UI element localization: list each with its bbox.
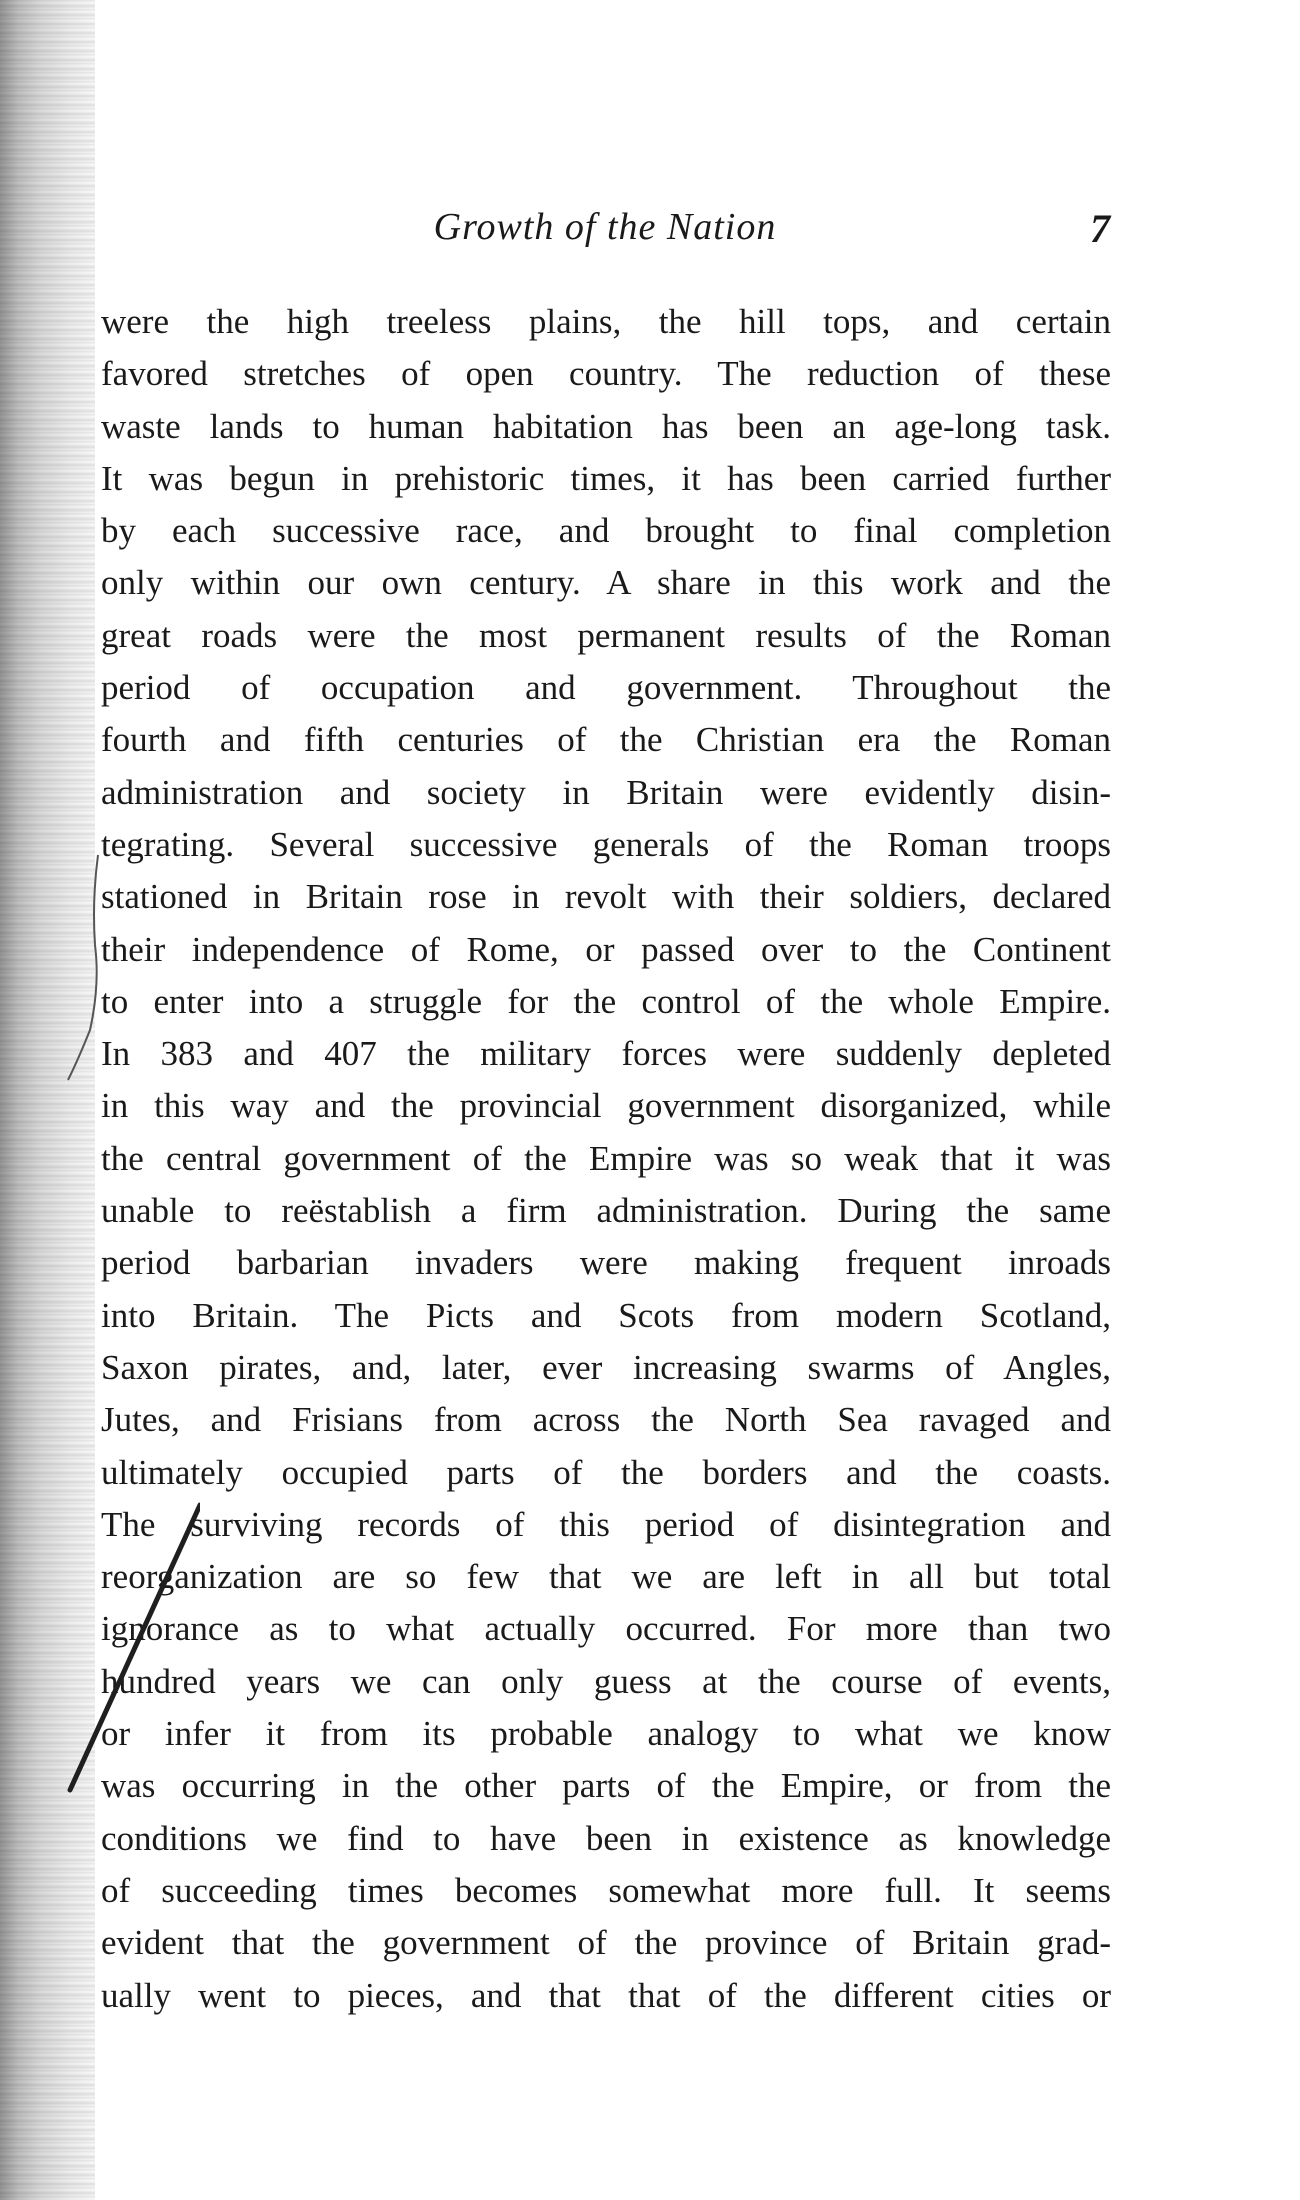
text-line: period barbarian invaders were making frequent inroads xyxy=(101,1243,1111,1283)
text-line: only within our own century. A share in this work and the xyxy=(101,563,1111,603)
text-line: into Britain. The Picts and Scots from modern Scotland, xyxy=(101,1295,1111,1335)
text-line: the central government of the Empire was so weak that it was xyxy=(101,1138,1111,1178)
text-line: by each successive race, and brought to final completion xyxy=(101,511,1111,551)
text-line: ignorance as to what actually occurred. For more than two xyxy=(101,1609,1111,1649)
text-line: It was begun in prehistoric times, it has been carried further xyxy=(101,458,1111,498)
binding-edge-shadow xyxy=(0,0,95,2200)
page-header xyxy=(100,205,1110,265)
text-line: tegrating. Several successive generals of the Roman troops xyxy=(101,824,1111,864)
text-line: ually went to pieces, and that that of the different cities or xyxy=(101,1975,1111,2015)
text-line: or infer it from its probable analogy to what we know xyxy=(101,1714,1111,1754)
text-line: The surviving records of this period of disintegration and xyxy=(101,1504,1111,1544)
text-line: administration and society in Britain were evidently disin- xyxy=(101,772,1111,812)
text-line: hundred years we can only guess at the course of events, xyxy=(101,1661,1111,1701)
running-title: Growth of the Nation xyxy=(433,206,777,248)
text-line: to enter into a struggle for the control of the whole Empire. xyxy=(101,981,1111,1021)
text-line: were the high treeless plains, the hill tops, and certain xyxy=(101,302,1111,341)
text-line: reorganization are so few that we are left in all but total xyxy=(101,1557,1111,1597)
text-line: unable to reëstablish a firm administration. During the same xyxy=(101,1191,1111,1231)
text-line: ultimately occupied parts of the borders and the coasts. xyxy=(101,1452,1111,1492)
text-line: evident that the government of the province of Britain grad- xyxy=(101,1923,1111,1963)
text-line: waste lands to human habitation has been an age-long task. xyxy=(101,406,1111,446)
text-line: was occurring in the other parts of the Empire, or from the xyxy=(101,1766,1111,1806)
text-line: in this way and the provincial government disorganized, while xyxy=(101,1086,1111,1126)
body-text xyxy=(101,296,1111,2022)
text-line: fourth and fifth centuries of the Christian era the Roman xyxy=(101,720,1111,760)
text-line: favored stretches of open country. The reduction of these xyxy=(101,354,1111,394)
text-line: great roads were the most permanent results of the Roman xyxy=(101,615,1111,655)
text-line: their independence of Rome, or passed over to the Continent xyxy=(101,929,1111,969)
page-number: 7 xyxy=(1090,206,1110,251)
text-line: In 383 and 407 the military forces were suddenly depleted xyxy=(101,1034,1111,1074)
text-line: Saxon pirates, and, later, ever increasing swarms of Angles, xyxy=(101,1347,1111,1387)
text-line: Jutes, and Frisians from across the North Sea ravaged and xyxy=(101,1400,1111,1440)
text-line: period of occupation and government. Throughout the xyxy=(101,668,1111,708)
text-line: conditions we find to have been in existence as knowledge xyxy=(101,1818,1111,1858)
text-line: stationed in Britain rose in revolt with their soldiers, declared xyxy=(101,877,1111,917)
text-line: of succeeding times becomes somewhat more full. It seems xyxy=(101,1870,1111,1910)
